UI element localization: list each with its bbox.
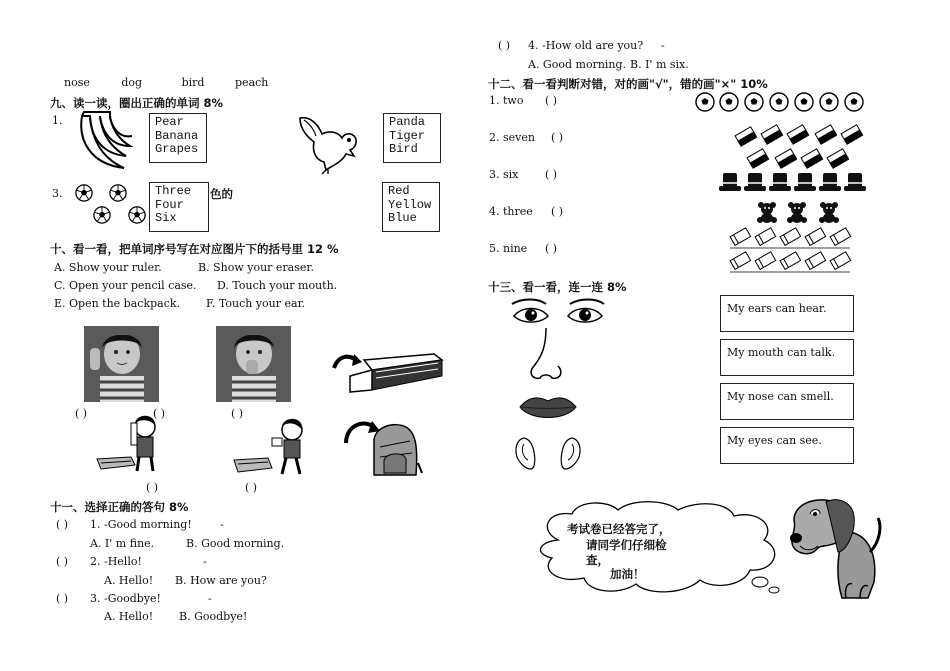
match-sentence-box[interactable] xyxy=(720,427,854,464)
word-option[interactable]: Banana xyxy=(155,128,199,143)
option-d: D. Touch your mouth. xyxy=(217,279,338,292)
judge-item-label: 5. nine xyxy=(489,242,528,255)
question-text: 1. -Good morning! xyxy=(90,518,192,531)
word-option[interactable]: Pear xyxy=(155,115,184,129)
word-box-fruit xyxy=(149,113,207,163)
choice-b: B. Good morning. xyxy=(186,537,285,550)
soccer-ball-icon xyxy=(109,184,127,202)
answer-dash: - xyxy=(208,592,212,605)
answer-paren[interactable]: ( ) xyxy=(551,131,564,144)
word-box-color xyxy=(382,182,440,232)
soccer-ball-icon xyxy=(720,93,738,111)
word-option[interactable]: Six xyxy=(155,211,177,225)
option-f: F. Touch your ear. xyxy=(206,297,306,310)
choice-a: A. Hello! xyxy=(104,574,154,587)
option-a: A. Show your ruler. xyxy=(54,261,162,274)
answer-paren[interactable]: ( ) xyxy=(56,555,69,568)
answer-paren[interactable]: ( ) xyxy=(231,407,244,420)
word-option[interactable]: Panda xyxy=(389,115,426,129)
answer-paren[interactable]: ( ) xyxy=(545,168,558,181)
section-10-title: 十、看一看，把单词序号写在对应图片下的括号里 12 % xyxy=(50,242,339,256)
question-text: 3. -Goodbye! xyxy=(90,592,161,605)
answer-paren[interactable]: ( ) xyxy=(75,407,88,420)
photo-child-mouth xyxy=(216,326,291,402)
banana-icon xyxy=(76,110,136,172)
boy-ruler-icon xyxy=(95,413,167,475)
answer-dash: - xyxy=(661,39,665,52)
section-9-title: 九、读一读，圈出正确的单词 8% xyxy=(50,96,224,110)
pencil-case-icon xyxy=(330,350,446,396)
word-option[interactable]: Blue xyxy=(388,211,417,225)
match-sentence: My ears can hear. xyxy=(727,302,827,315)
section-11-title: 十一、选择正确的答句 8% xyxy=(50,500,189,514)
pencil-cases-group xyxy=(735,125,865,171)
nose-icon xyxy=(524,326,568,384)
overlapped-text: 色的 xyxy=(210,187,233,201)
judge-item-label: 2. seven xyxy=(489,131,535,144)
word-option[interactable]: Tiger xyxy=(389,128,426,143)
question-text: 4. -How old are you? xyxy=(528,39,644,52)
answer-paren[interactable]: ( ) xyxy=(146,481,159,494)
word-bank-item: dog xyxy=(121,76,143,89)
answer-paren[interactable]: ( ) xyxy=(153,407,166,420)
eyes-icon xyxy=(510,298,606,328)
word-box-animal xyxy=(383,113,441,163)
bubble-line: 考试卷已经答完了， xyxy=(567,522,671,536)
choice-a: A. Hello! xyxy=(104,610,154,623)
judge-item-label: 1. two xyxy=(489,94,524,107)
answer-paren[interactable]: ( ) xyxy=(245,481,258,494)
answer-paren[interactable]: ( ) xyxy=(56,592,69,605)
word-bank-item: peach xyxy=(234,76,269,89)
question-number: 1. xyxy=(52,114,63,127)
word-option[interactable]: Red xyxy=(388,184,410,198)
photo-child-ear xyxy=(84,326,159,402)
match-sentence: My eyes can see. xyxy=(727,434,822,447)
choice-a: A. Good morning. xyxy=(528,58,627,71)
section-12-title: 十二、看一看判断对错，对的画"√"，错的画"×" 10% xyxy=(488,77,768,91)
choice-a: A. I' m fine. xyxy=(90,537,155,550)
match-sentence-box[interactable] xyxy=(720,383,854,420)
answer-dash: - xyxy=(220,518,224,531)
choice-b: B. Goodbye! xyxy=(179,610,248,623)
answer-dash: - xyxy=(203,555,207,568)
ears-icon xyxy=(514,434,582,474)
soccer-ball-icon xyxy=(845,93,863,111)
option-e: E. Open the backpack. xyxy=(54,297,181,310)
question-text: 2. -Hello! xyxy=(90,555,142,568)
match-sentence-box[interactable] xyxy=(720,295,854,332)
section-13-title: 十三、看一看，连一连 8% xyxy=(488,280,627,294)
option-b: B. Show your eraser. xyxy=(198,261,314,274)
judge-item-label: 4. three xyxy=(489,205,533,218)
answer-paren[interactable]: ( ) xyxy=(498,39,511,52)
soccer-ball-icon xyxy=(770,93,788,111)
dog-icon xyxy=(786,492,884,604)
choice-b: B. How are you? xyxy=(175,574,267,587)
soccer-balls-row xyxy=(695,92,867,112)
word-option[interactable]: Four xyxy=(155,197,184,212)
answer-paren[interactable]: ( ) xyxy=(56,518,69,531)
soccer-ball-icon xyxy=(795,93,813,111)
word-option[interactable]: Three xyxy=(155,184,192,198)
match-sentence: My mouth can talk. xyxy=(727,346,836,359)
bubble-line: 查， xyxy=(586,553,609,567)
soccer-ball-icon xyxy=(93,206,111,224)
bubble-line: 请同学们仔细检 xyxy=(586,538,667,552)
soccer-ball-icon xyxy=(75,184,93,202)
erasers-group xyxy=(730,228,856,274)
teddy-bears-row xyxy=(757,201,843,223)
word-option[interactable]: Grapes xyxy=(155,142,199,156)
word-bank-item: nose xyxy=(64,76,90,89)
soccer-ball-icon xyxy=(696,93,714,111)
answer-paren[interactable]: ( ) xyxy=(551,205,564,218)
soccer-ball-icon xyxy=(745,93,763,111)
choice-b: B. I' m six. xyxy=(630,58,689,71)
soccer-ball-icon xyxy=(820,93,838,111)
answer-paren[interactable]: ( ) xyxy=(545,94,558,107)
word-option[interactable]: Yellow xyxy=(388,197,432,212)
option-c: C. Open your pencil case. xyxy=(54,279,197,292)
mouth-icon xyxy=(518,393,578,423)
boy-eraser-icon xyxy=(232,418,308,476)
match-sentence: My nose can smell. xyxy=(727,390,834,403)
word-option[interactable]: Bird xyxy=(389,142,418,156)
bird-icon xyxy=(296,112,360,174)
bubble-line: 加油！ xyxy=(610,567,645,581)
word-box-number xyxy=(149,182,209,232)
backpack-icon xyxy=(344,417,424,479)
soccer-ball-icon xyxy=(128,206,146,224)
word-bank xyxy=(64,76,268,89)
hats-row xyxy=(719,171,867,193)
judge-item-label: 3. six xyxy=(489,168,519,181)
word-bank-item: bird xyxy=(181,76,205,89)
answer-paren[interactable]: ( ) xyxy=(545,242,558,255)
question-number: 3. xyxy=(52,187,63,200)
match-sentence-box[interactable] xyxy=(720,339,854,376)
